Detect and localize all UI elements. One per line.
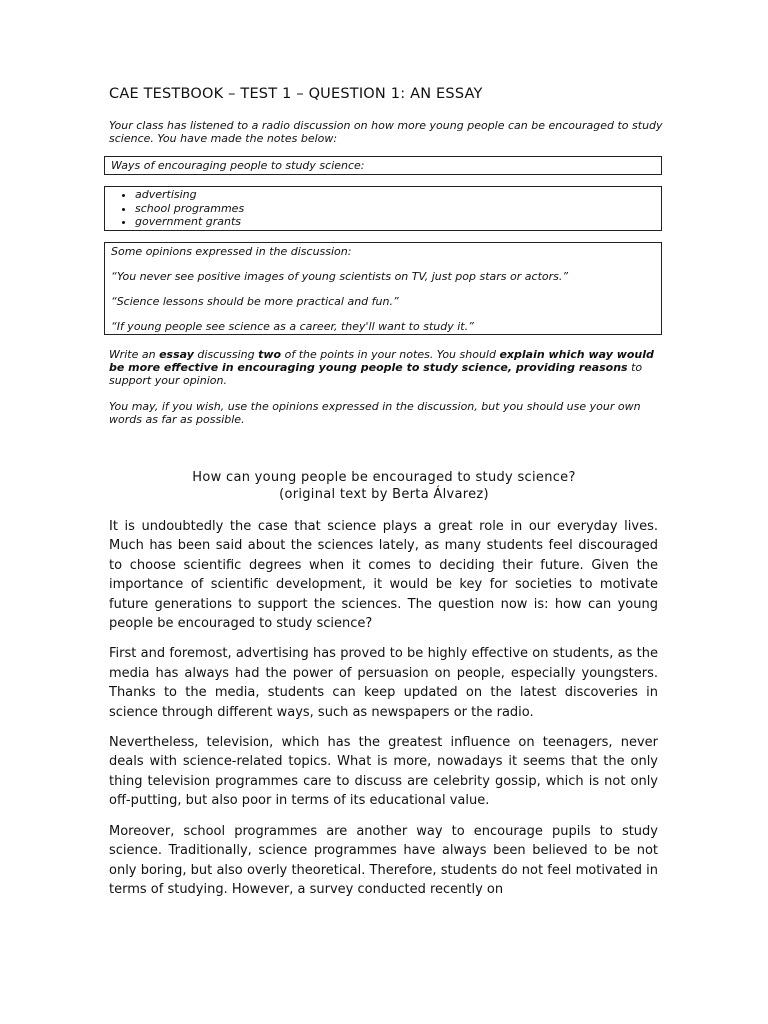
instructions-intro: Your class has listened to a radio discussion on how more young people can be encouraged to study science. You have made the notes below: xyxy=(109,119,663,145)
essay-title: How can young people be encouraged to study science? xyxy=(192,470,576,485)
list-item: • advertising xyxy=(135,188,655,202)
essay-paragraph: First and foremost, advertising has proved to be highly effective on students, as the media has always had the power of persuasion on people, especially youngsters. Thanks to the media, students can keep updated on the latest discoveries in science through different ways, such as newspapers or the radio. xyxy=(109,646,658,720)
task-emphasis: explain which way would be more effective in encouraging young people to study science, providing reasons xyxy=(109,348,654,374)
opinion-quote: “You never see positive images of young scientists on TV, just pop stars or actors.” xyxy=(111,270,569,283)
task-emphasis: two xyxy=(258,348,282,361)
list-item: • government grants xyxy=(135,215,655,229)
task-text: Write an xyxy=(109,348,160,361)
task-instruction xyxy=(109,348,665,387)
essay-paragraph: It is undoubtedly the case that science plays a great role in our everyday lives. Much has been said about the sciences lately, as many students feel discouraged to choose scientific degrees when it comes to deciding their future. Given the importance of scientific development, it would be key for societies to motivate future generations to support the sciences. The question now is: how can young people be encouraged to study science? xyxy=(109,519,658,632)
task-text: discussing xyxy=(193,348,259,361)
ways-box xyxy=(104,156,662,175)
notes-list-box xyxy=(104,186,662,231)
opinion-quote: “If young people see science as a career, they'll want to study it.” xyxy=(111,320,474,333)
essay-body xyxy=(109,517,658,910)
opinions-box xyxy=(104,242,662,335)
list-item: • school programmes xyxy=(135,202,655,216)
task-emphasis: essay xyxy=(159,348,194,361)
task-text: of the points in your notes. You should xyxy=(281,348,500,361)
opinions-heading: Some opinions expressed in the discussion: xyxy=(111,245,352,258)
task-text: to support your opinion. xyxy=(109,361,643,387)
essay-paragraph: Moreover, school programmes are another way to encourage pupils to study science. Traditionally, science programmes have always been believed to be not only boring, but also overly theoretical. Therefore, students do not feel motivated in terms of studying. However, a survey conducted recently on xyxy=(109,823,658,897)
essay-subtitle: (original text by Berta Álvarez) xyxy=(279,487,489,502)
opinion-quote: “Science lessons should be more practical and fun.” xyxy=(111,295,399,308)
notes-list xyxy=(111,188,655,229)
task-note: You may, if you wish, use the opinions expressed in the discussion, but you should use your own words as far as possible. xyxy=(109,400,641,426)
page-title: CAE TESTBOOK – TEST 1 – QUESTION 1: AN ESSAY xyxy=(109,86,483,102)
ways-box-label: Ways of encouraging people to study science: xyxy=(111,159,365,172)
essay-heading xyxy=(109,469,659,503)
essay-paragraph: Nevertheless, television, which has the greatest influence on teenagers, never deals with science-related topics. What is more, nowadays it seems that the only thing television programmes care to discuss are celebrity gossip, which is not only off-putting, but also poor in terms of its educational value. xyxy=(109,735,658,809)
